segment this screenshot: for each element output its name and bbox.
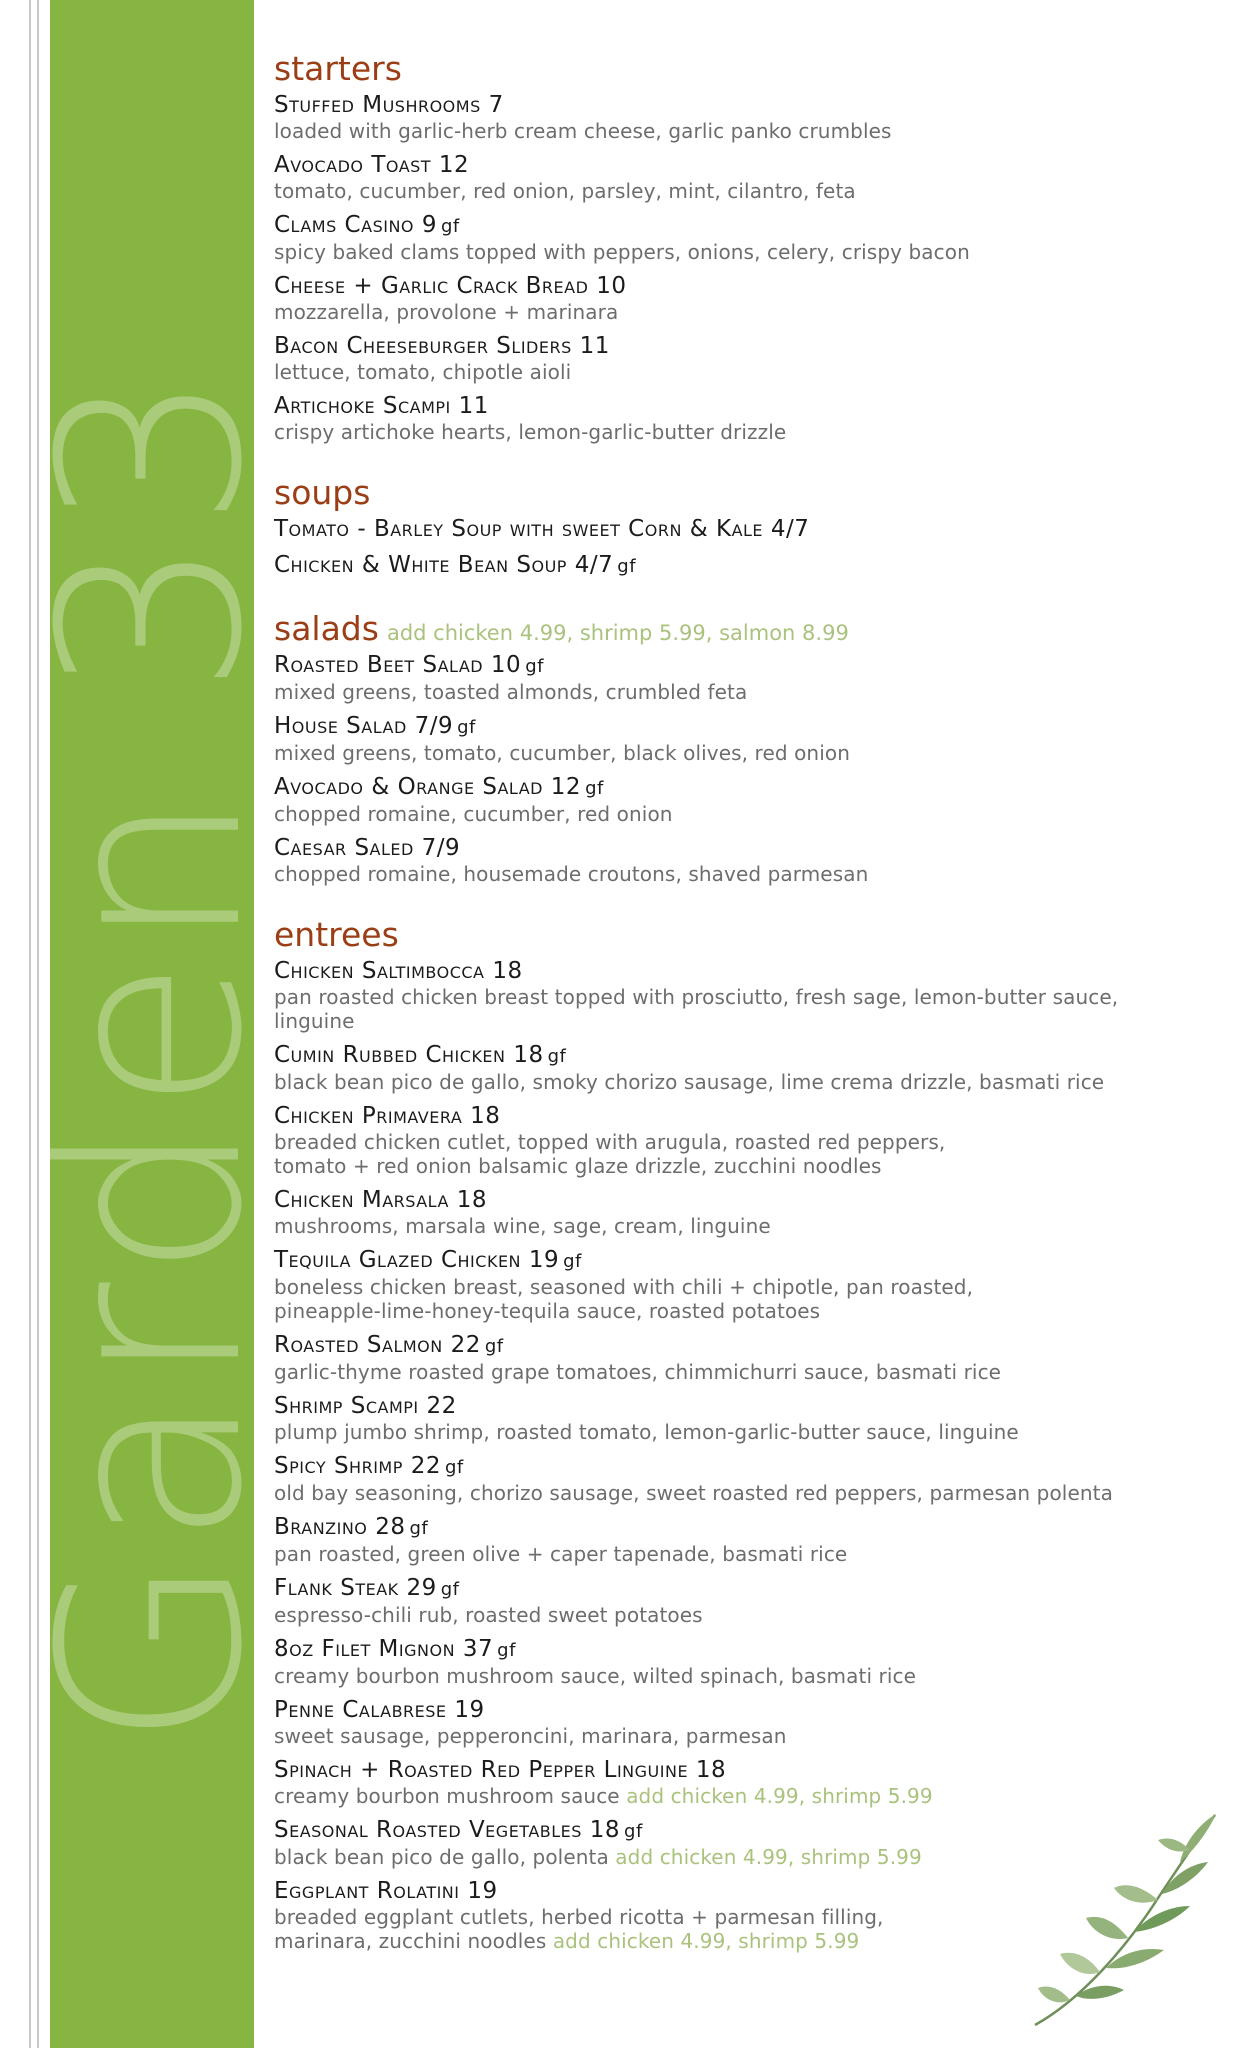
menu-item-name: Avocado & Orange Salad [274,773,543,800]
menu-item-description [274,985,1174,1009]
description-text: boneless chicken breast, seasoned with chili + chipotle, pan roasted, [274,1274,974,1299]
menu-item-price: 4/7 [574,551,614,578]
menu-item-price: 18 [492,957,523,984]
menu-item-name: Avocado Toast [274,151,432,178]
section-title [274,474,1174,512]
menu-item-title [274,774,1174,802]
add-protein-note: add chicken 4.99, shrimp 5.99 [552,1928,860,1953]
menu-item-title [274,1636,1174,1664]
menu-item-name: Penne Calabrese [274,1696,447,1723]
description-text: pan roasted chicken breast topped with prosciutto, fresh sage, lemon-butter sauce, [274,984,1119,1009]
menu-item-name: Branzino [274,1513,368,1540]
menu-item-description [274,1275,1174,1299]
add-protein-note: add chicken 4.99, shrimp 5.99 [615,1844,922,1869]
menu-item-title [274,212,1174,240]
menu-item [274,516,1174,543]
description-text: loaded with garlic-herb cream cheese, garlic panko crumbles [274,118,892,143]
menu-item-name: Stuffed Mushrooms [274,91,481,118]
section-entrees [274,916,1174,1953]
menu-item [274,1042,1174,1094]
menu-item [274,1757,1174,1808]
menu-item-description [274,862,1174,886]
menu-item-description-line-2 [274,1009,1174,1033]
section-salads [274,610,1174,886]
menu-item [274,92,1174,143]
section-title-text: salads [274,608,379,648]
gluten-free-tag: gf [525,655,544,677]
menu-item [274,1575,1174,1627]
menu-item [274,333,1174,384]
menu-item-description [274,1784,1174,1808]
menu-item-name: Bacon Cheeseburger Sliders [274,332,572,359]
section-title-text: starters [274,49,402,88]
menu-item-price: 4/7 [770,515,810,542]
menu-item-title [274,516,1174,543]
menu-item-description [274,1420,1174,1444]
menu-item-name: Tomato - Barley Soup with sweet Corn & Kale [274,515,764,542]
menu-item-description-line-2 [274,1154,1174,1178]
menu-item-description [274,1214,1174,1238]
menu-item-description [274,300,1174,324]
description-text: breaded eggplant cutlets, herbed ricotta + parmesan filling, [274,1904,884,1929]
description-text: espresso-chili rub, roasted sweet potatoes [274,1602,703,1627]
menu-item [274,713,1174,765]
description-text: black bean pico de gallo, polenta [274,1844,609,1869]
menu-item-title [274,1575,1174,1603]
gluten-free-tag: gf [444,1456,464,1478]
description-text: black bean pico de gallo, smoky chorizo sausage, lime crema drizzle, basmati rice [274,1069,1105,1094]
description-text: tomato, cucumber, red onion, parsley, mint, cilantro, feta [274,178,856,203]
menu-item-title [274,1103,1174,1130]
add-protein-note: add chicken 4.99, shrimp 5.99 [626,1783,933,1808]
menu-item-name: Caesar Saled [274,834,414,861]
menu-item-title [274,92,1174,119]
menu-item [274,652,1174,704]
menu-item-description [274,1130,1174,1154]
menu-item-title [274,652,1174,680]
menu-item [274,273,1174,324]
menu-item [274,774,1174,826]
menu-item-name: Roasted Salmon [274,1331,443,1358]
description-text: creamy bourbon mushroom sauce [274,1783,620,1808]
description-text: mozzarella, provolone + marinara [274,299,619,324]
menu-item [274,1393,1174,1444]
section-title [274,916,1174,954]
gluten-free-tag: gf [547,1045,567,1067]
description-text: spicy baked clams topped with peppers, onions, celery, crispy bacon [274,239,970,264]
menu-item-price: 29 [406,1574,437,1601]
gluten-free-tag: gf [409,1517,429,1539]
description-text: breaded chicken cutlet, topped with arugula, roasted red peppers, [274,1129,946,1154]
description-text: marinara, zucchini noodles [274,1928,547,1953]
menu-item-title [274,958,1174,985]
menu-item-title [274,393,1174,420]
menu-item-title [274,1453,1174,1481]
menu-item-price: 22 [426,1392,457,1419]
menu-item-name: Eggplant Rolatini [274,1877,460,1904]
menu-item-description-line-2 [274,1299,1174,1323]
menu-item-title [274,1514,1174,1542]
description-text: chopped romaine, housemade croutons, shaved parmesan [274,861,869,886]
menu-item [274,393,1174,444]
gluten-free-tag: gf [624,1820,643,1842]
menu-item-price: 10 [596,272,627,299]
menu-item-description [274,119,1174,143]
menu-item-name: 8oz Filet Mignon [274,1635,456,1662]
menu-item [274,1187,1174,1238]
gluten-free-tag: gf [440,1578,460,1600]
description-text: plump jumbo shrimp, roasted tomato, lemon-garlic-butter sauce, linguine [274,1419,1019,1444]
description-text: mixed greens, tomato, cucumber, black olives, red onion [274,740,850,765]
gluten-free-tag: gf [617,555,637,577]
menu-item-title [274,835,1174,862]
menu-item-description [274,802,1174,826]
menu-item-price: 18 [695,1756,727,1783]
description-text: chopped romaine, cucumber, red onion [274,801,673,826]
description-text: tomato + red onion balsamic glaze drizzle, zucchini noodles [274,1153,882,1178]
menu-item-name: Flank Steak [274,1574,399,1601]
menu-item-title [274,1042,1174,1070]
menu-item [274,552,1174,580]
gluten-free-tag: gf [440,215,460,237]
menu-item-name: Cumin Rubbed Chicken [274,1041,506,1068]
menu-item-price: 19 [467,1877,498,1904]
menu-item-price: 7/9 [414,712,454,739]
menu-item-title [274,152,1174,179]
menu-item-name: Chicken Marsala [274,1186,449,1213]
restaurant-name: Garden 33 [6,362,297,1748]
menu-item [274,835,1174,886]
menu-item [274,1103,1174,1178]
menu-item-price: 11 [458,392,489,419]
menu-item [274,1332,1174,1384]
description-text: old bay seasoning, chorizo sausage, sweet roasted red peppers, parmesan polenta [274,1480,1113,1505]
description-text: mushrooms, marsala wine, sage, cream, linguine [274,1213,771,1238]
menu-item-title [274,1247,1174,1275]
menu-item-name: Roasted Beet Salad [274,651,484,678]
menu-item-description [274,179,1174,203]
menu-item-title [274,1393,1174,1420]
menu-item [274,1453,1174,1505]
menu-item-price: 19 [528,1246,560,1273]
section-title [274,50,1174,88]
gluten-free-tag: gf [484,1335,504,1357]
menu-item-price: 19 [454,1696,485,1723]
menu-item-description [274,1070,1174,1094]
menu-item-name: Chicken Saltimbocca [274,957,485,984]
menu-item-price: 18 [589,1816,621,1843]
menu-item-description [274,680,1174,704]
menu-item-name: Cheese + Garlic Crack Bread [274,272,589,299]
menu-item [274,958,1174,1033]
gluten-free-tag: gf [497,1639,516,1661]
menu-item-description [274,1542,1174,1566]
menu-item-title [274,1697,1174,1724]
menu-item-price: 18 [456,1186,487,1213]
menu-item-name: Clams Casino [274,211,415,238]
menu-item [274,1636,1174,1688]
description-text: lettuce, tomato, chipotle aioli [274,359,572,384]
menu-item [274,212,1174,264]
menu-item-price: 18 [513,1041,544,1068]
menu-item-name: Shrimp Scampi [274,1392,419,1419]
menu-item-description [274,1360,1174,1384]
description-text: creamy bourbon mushroom sauce, wilted spinach, basmati rice [274,1663,917,1688]
menu-item [274,152,1174,203]
menu-item-name: Artichoke Scampi [274,392,451,419]
menu-item-name: Spinach + Roasted Red Pepper Linguine [274,1756,689,1783]
menu-item-description [274,1664,1174,1688]
gluten-free-tag: gf [585,777,604,799]
menu-item [274,1514,1174,1566]
menu-item-name: House Salad [274,712,407,739]
menu-item-price: 10 [490,651,522,678]
description-text: crispy artichoke hearts, lemon-garlic-butter drizzle [274,419,787,444]
menu-item-name: Tequila Glazed Chicken [274,1246,522,1273]
menu-item-description [274,360,1174,384]
menu-item-name: Spicy Shrimp [274,1452,403,1479]
description-text: pan roasted, green olive + caper tapenade, basmati rice [274,1541,848,1566]
menu-item-title [274,273,1174,300]
menu-item-description [274,420,1174,444]
description-text: linguine [274,1008,355,1033]
menu-item-price: 22 [410,1452,441,1479]
gluten-free-tag: gf [457,716,476,738]
section-soups [274,474,1174,580]
menu-item-price: 11 [579,332,610,359]
menu-item-price: 7 [488,91,504,118]
gluten-free-tag: gf [563,1250,582,1272]
menu-item-price: 7/9 [421,834,461,861]
menu-content [274,50,1174,1983]
description-text: garlic-thyme roasted grape tomatoes, chimmichurri sauce, basmati rice [274,1359,1002,1384]
menu-item-price: 22 [450,1331,481,1358]
menu-item-title [274,1332,1174,1360]
section-add-on-note: add chicken 4.99, shrimp 5.99, salmon 8.99 [386,620,849,645]
menu-item-title [274,333,1174,360]
menu-item-description [274,1603,1174,1627]
menu-item-description [274,1724,1174,1748]
menu-item-title [274,1187,1174,1214]
menu-item-price: 9 [421,211,437,238]
menu-item-price: 28 [375,1513,406,1540]
menu-item-name: Seasonal Roasted Vegetables [274,1816,582,1843]
menu-item [274,1697,1174,1748]
description-text: mixed greens, toasted almonds, crumbled feta [274,679,748,704]
menu-item-price: 37 [462,1635,494,1662]
section-title [274,610,1174,648]
menu-item-price: 18 [470,1102,501,1129]
menu-item-description [274,1481,1174,1505]
menu-item-description [274,741,1174,765]
section-starters [274,50,1174,444]
menu-item-price: 12 [550,773,582,800]
section-title-text: soups [274,472,371,512]
menu-item-price: 12 [438,151,470,178]
description-text: sweet sausage, pepperoncini, marinara, parmesan [274,1723,787,1748]
menu-item [274,1247,1174,1323]
menu-item-title [274,552,1174,580]
description-text: pineapple-lime-honey-tequila sauce, roasted potatoes [274,1298,821,1323]
leaf-sprig-icon [1030,1810,1220,2030]
section-title-text: entrees [274,914,399,954]
menu-item-title [274,1757,1174,1784]
menu-item-name: Chicken & White Bean Soup [274,551,567,578]
menu-item-name: Chicken Primavera [274,1102,463,1129]
menu-item-title [274,713,1174,741]
menu-item-description [274,240,1174,264]
